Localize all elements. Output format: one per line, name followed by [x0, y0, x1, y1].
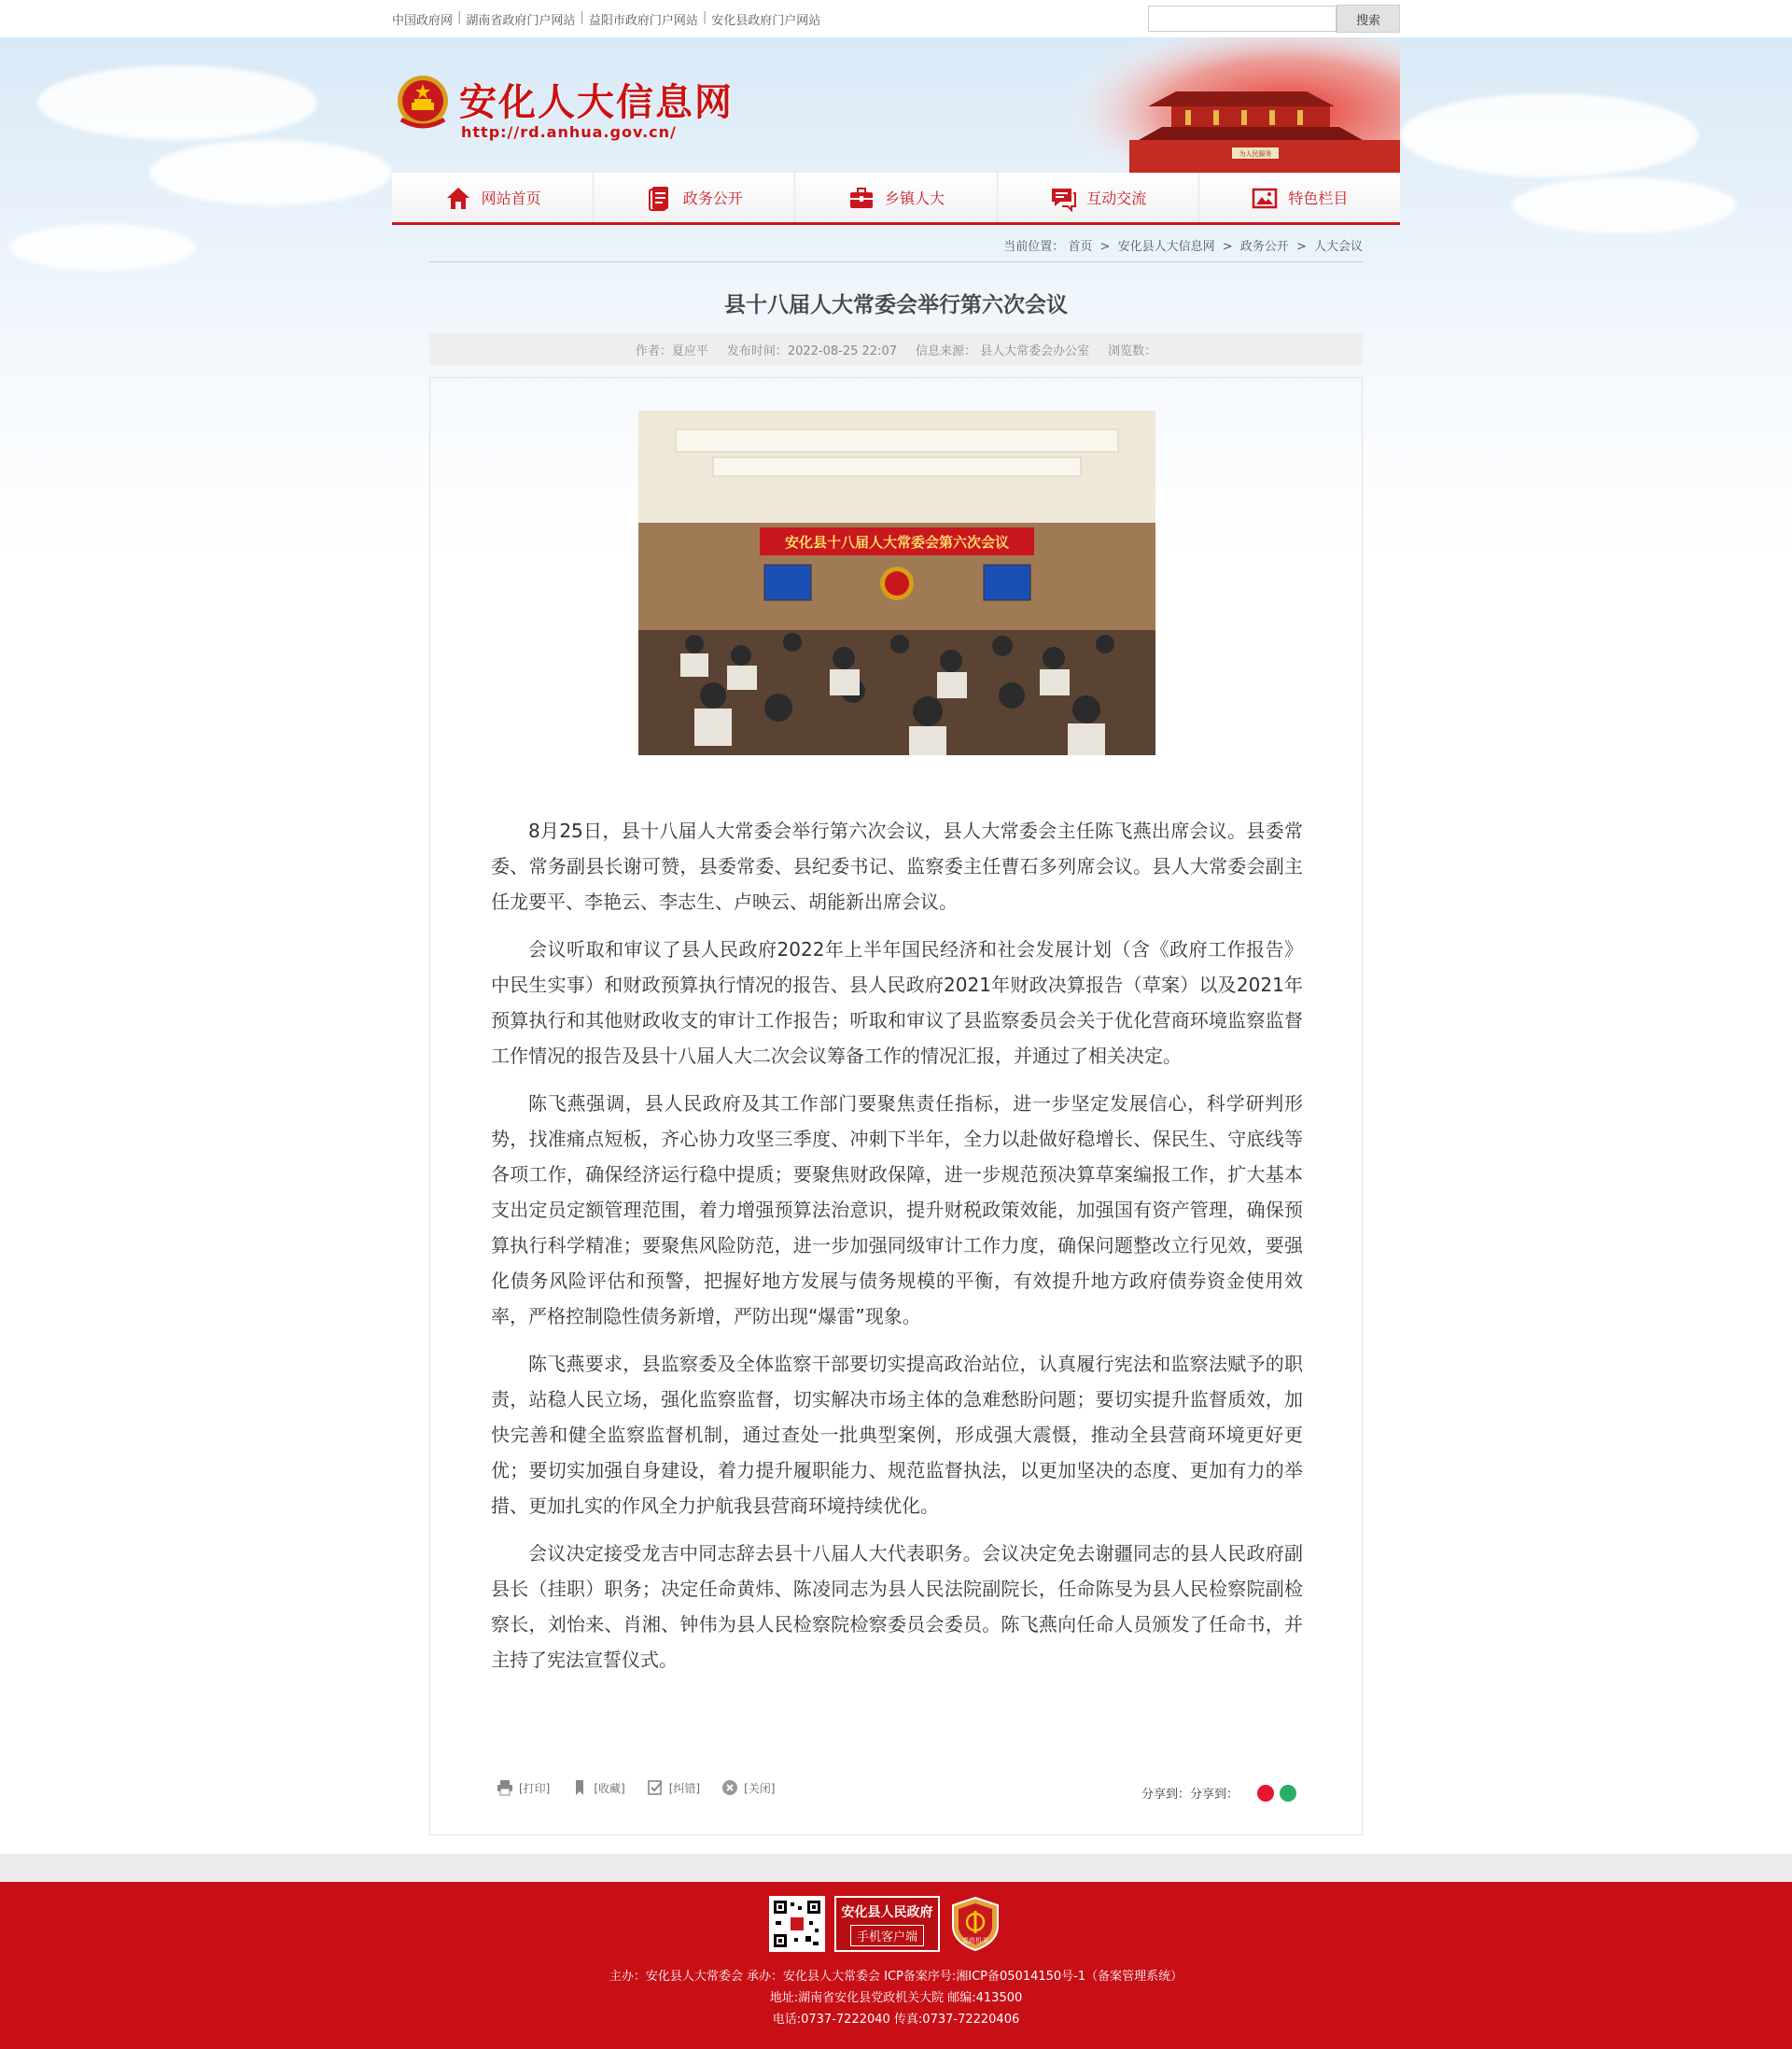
close-icon: [721, 1778, 739, 1797]
breadcrumb-prefix: 当前位置：: [1003, 240, 1065, 254]
breadcrumb-divider: [429, 261, 1363, 262]
gov-link-hunan[interactable]: 湖南省政府门户网站: [466, 13, 576, 28]
search-button[interactable]: 搜索: [1337, 5, 1400, 33]
article-paragraph: 会议听取和审议了县人民政府2022年上半年国民经济和社会发展计划（含《政府工作报告》中民生实事）和财政预算执行情况的报告、县人民政府2021年财政决算报告（草案）以及2021年预算执行和其他财政收支的审计工作报告；听取和审议了县监察委员会关于优化营商环境监察监督工作情况的报告及县十八届人大二次会议筹备工作的情况汇报，并通过了相关决定。: [491, 938, 1303, 1067]
print-label: [打印]: [519, 1781, 551, 1795]
nav-item-label: 乡镇人大: [885, 189, 945, 207]
national-emblem-icon: [396, 73, 450, 133]
breadcrumb-separator: >: [1099, 240, 1111, 254]
breadcrumb: [429, 236, 1363, 254]
qr-code-icon[interactable]: [769, 1896, 825, 1952]
print-button[interactable]: [496, 1778, 550, 1797]
wechat-icon[interactable]: [1280, 1785, 1296, 1802]
close-label: [关闭]: [744, 1781, 776, 1795]
breadcrumb-gov-affairs[interactable]: 政务公开: [1239, 240, 1289, 254]
party-badge-label: 党政机关: [962, 1937, 988, 1944]
search-input[interactable]: [1148, 6, 1337, 32]
article-paragraph: 8月25日，县十八届人大常委会举行第六次会议，县人大常委会主任陈飞燕出席会议。县委常委、常务副县长谢可赞，县委常委、县纪委书记、监察委主任曹石多列席会议。县人大常委会副主任龙要平、李艳云、李志生、卢映云、胡能新出席会议。: [491, 820, 1303, 913]
nav-item-interaction[interactable]: [998, 173, 1199, 222]
chat-icon: [1049, 184, 1077, 212]
nav-item-label: 互动交流: [1086, 189, 1147, 207]
tiananmen-banner-image: [1073, 37, 1400, 173]
article-meta: [429, 333, 1363, 365]
app-name: 安化县人民政府: [841, 1905, 933, 1920]
footer-badges: [769, 1896, 1001, 1952]
nav-item-township[interactable]: [795, 173, 997, 222]
picture-icon: [1251, 184, 1279, 212]
gov-link-anhua[interactable]: 安化县政府门户网站: [711, 13, 821, 28]
footer-sponsor: 主办：安化县人大常委会 承办：安化县人大常委会 ICP备案序号:湘ICP备05014150号-1（备案管理系统）: [609, 1970, 1183, 1984]
footer-info: [0, 1966, 1792, 2030]
favorite-label: [收藏]: [594, 1781, 625, 1795]
nav-item-home[interactable]: [392, 173, 594, 222]
meeting-photo: [638, 411, 1155, 755]
share-bar: [1141, 1784, 1296, 1802]
top-bar: [392, 0, 1400, 37]
gov-links: 中国政府网 | 湖南省政府门户网站 | 益阳市政府门户网站 | 安化县政府门户网站: [392, 9, 821, 28]
document-icon: [646, 184, 674, 212]
weibo-icon[interactable]: [1257, 1785, 1274, 1802]
search-box: [1148, 5, 1400, 33]
site-header: [392, 37, 1400, 173]
article-paragraph: 陈飞燕强调，县人民政府及其工作部门要聚焦责任指标，进一步坚定发展信心，科学研判形势，找准痛点短板，齐心协力攻坚三季度、冲刺下半年，全力以赴做好稳增长、保民生、守底线等各项工作，确保经济运行稳中提质；要聚焦财政保障，进一步规范预决算草案编报工作，扩大基本支出定员定额管理范围，着力增强预算法治意识，提升财税政策效能，加强国有资产管理，确保预算执行科学精准；要聚焦风险防范，进一步加强同级审计工作力度，确保问题整改立行见效，要强化债务风险评估和预警，把握好地方发展与债务规模的平衡，有效提升地方政府债券资金使用效率，严格控制隐性债务新增，严防出现“爆雷”现象。: [491, 1092, 1303, 1327]
bookmark-icon: [570, 1778, 589, 1797]
correct-label: [纠错]: [668, 1781, 701, 1795]
home-icon: [444, 184, 472, 212]
breadcrumb-site[interactable]: 安化县人大信息网: [1117, 240, 1215, 254]
article-body: [491, 813, 1303, 1690]
favorite-button[interactable]: [570, 1778, 624, 1797]
share-label: 分享到：分享到：: [1141, 1788, 1239, 1802]
article-content: [429, 377, 1363, 1835]
edit-check-icon: [646, 1778, 665, 1797]
photo-banner: 安化县十八届人大常委会第六次会议: [784, 534, 1010, 551]
article-date: 发布时间：2022-08-25 22:07: [726, 344, 897, 358]
banner-sign: 为人民服务: [1239, 150, 1272, 158]
site-footer: [0, 1882, 1792, 2049]
site-url: http://rd.anhua.gov.cn/: [461, 123, 677, 141]
footer-phone: 电话:0737-7222040 传真:0737-72220406: [772, 2013, 1020, 2027]
article-source: 信息来源： 县人大常委会办公室: [916, 344, 1090, 358]
article-author: 作者：夏应平: [635, 344, 708, 358]
nav-item-featured[interactable]: [1199, 173, 1400, 222]
article-title: 县十八届人大常委会举行第六次会议: [724, 293, 1068, 317]
nav-item-label: 特色栏目: [1288, 189, 1349, 207]
gov-link-china[interactable]: 中国政府网: [392, 13, 454, 28]
nav-item-gov-affairs[interactable]: [594, 173, 795, 222]
mobile-client-badge[interactable]: [834, 1896, 940, 1952]
gov-link-yiyang[interactable]: 益阳市政府门户网站: [588, 13, 698, 28]
breadcrumb-current[interactable]: 人大会议: [1313, 240, 1363, 254]
close-button[interactable]: [721, 1778, 775, 1797]
main-nav: [392, 173, 1400, 225]
site-title: 安化人大信息网: [459, 80, 734, 124]
nav-item-label: 网站首页: [481, 189, 541, 207]
article-paragraph: 会议决定接受龙吉中同志辞去县十八届人大代表职务。会议决定免去谢疆同志的县人民政府副县长（挂职）职务；决定任命黄炜、陈凌同志为县人民法院副院长，任命陈旻为县人民检察院副检察长，刘怡来、肖湘、钟伟为县人民检察院检察委员会委员。陈飞燕向任命人员颁发了任命书，并主持了宪法宣誓仪式。: [491, 1542, 1303, 1671]
printer-icon: [496, 1778, 514, 1797]
briefcase-icon: [847, 184, 875, 212]
footer-address: 地址:湖南省安化县党政机关大院 邮编:413500: [769, 1991, 1023, 2005]
party-govt-badge-icon[interactable]: [949, 1896, 1001, 1952]
article-paragraph: 陈飞燕要求，县监察委及全体监察干部要切实提高政治站位，认真履行宪法和监察法赋予的职责，站稳人民立场，强化监察监督，切实解决市场主体的急难愁盼问题；要切实提升监督质效，加快完善和健全监察监督机制，通过查处一批典型案例，形成强大震慑，推动全县营商环境更好更优；要切实加强自身建设，着力提升履职能力、规范监督执法，以更加坚决的态度、更加有力的举措、更加扎实的作风全力护航我县营商环境持续优化。: [491, 1353, 1303, 1517]
footer-top-band: [0, 1854, 1792, 1882]
app-client-label: 手机客户端: [850, 1925, 924, 1946]
article-tools: [496, 1778, 776, 1797]
article-views: 浏览数：: [1108, 344, 1157, 358]
breadcrumb-separator: >: [1295, 240, 1307, 254]
correct-button[interactable]: [646, 1778, 700, 1797]
nav-item-label: 政务公开: [682, 189, 743, 207]
breadcrumb-home[interactable]: 首页: [1068, 240, 1093, 254]
breadcrumb-separator: >: [1222, 240, 1233, 254]
